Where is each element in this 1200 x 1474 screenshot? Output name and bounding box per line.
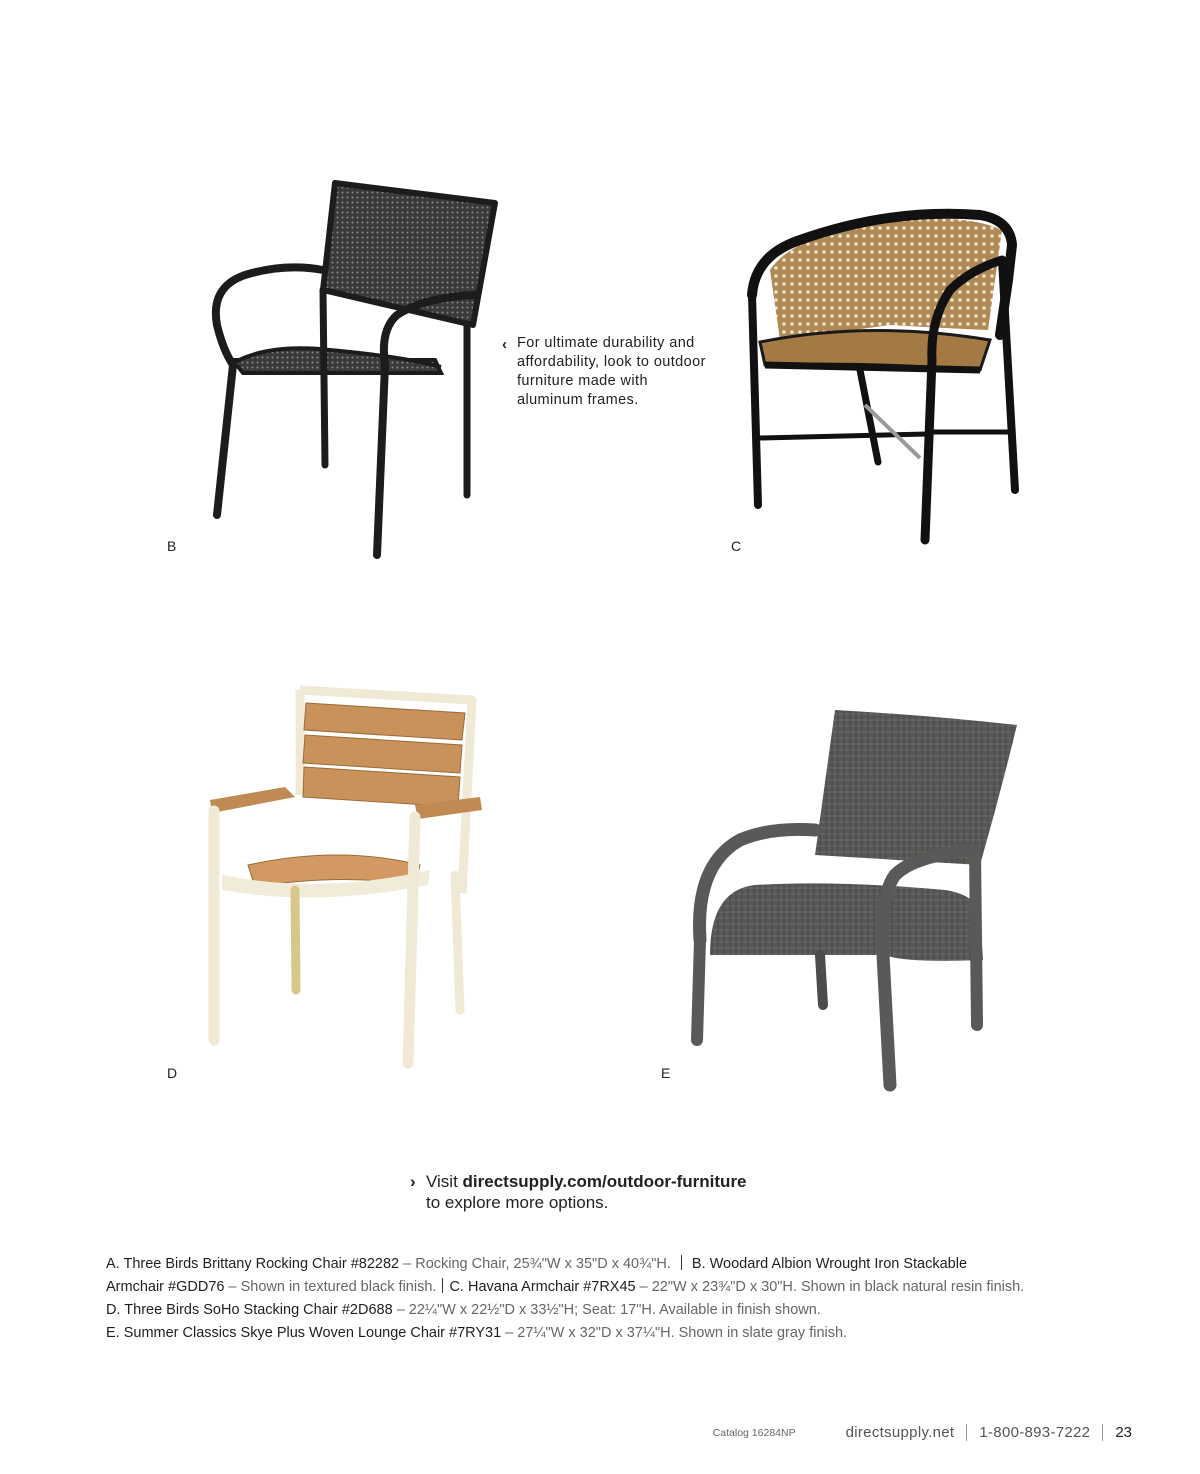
image-letter-b: B [167, 538, 177, 554]
catalog-number: Catalog 16284NP [712, 1426, 796, 1439]
caption-a-name: A. Three Birds Brittany Rocking Chair #82282 [106, 1256, 400, 1272]
caption-row [106, 1299, 1146, 1322]
image-letter-e: E [661, 1065, 671, 1081]
visit-prefix: Visit [426, 1172, 463, 1191]
caption-row [106, 1276, 1146, 1299]
caption-a-desc: – Rocking Chair, 25¾"W x 35"D x 40¾"H. [403, 1256, 671, 1272]
footer-website-link[interactable]: directsupply.net [845, 1424, 955, 1441]
caption-d-desc: – 22¼"W x 22½"D x 33½"H; Seat: 17"H. Available in finish shown. [396, 1302, 821, 1318]
caption-row [106, 1322, 1146, 1345]
product-image-d [200, 685, 490, 1070]
product-captions [106, 1253, 1146, 1345]
page-number: 23 [1115, 1424, 1132, 1441]
footer-divider [966, 1424, 967, 1441]
caption-row [106, 1253, 1146, 1276]
caption-b-name-cont: Armchair #GDD76 [106, 1279, 225, 1295]
caption-c-name: C. Havana Armchair #7RX45 [449, 1279, 636, 1295]
caption-d-name: D. Three Birds SoHo Stacking Chair #2D688 [106, 1302, 393, 1318]
caption-e-name: E. Summer Classics Skye Plus Woven Lounge Chair #7RY31 [106, 1325, 502, 1341]
image-letter-c: C [731, 538, 742, 554]
product-image-c [740, 200, 1020, 555]
chevron-left-icon: ‹ [502, 336, 508, 353]
footer-phone[interactable]: 1-800-893-7222 [979, 1424, 1091, 1441]
caption-c-desc: – 22"W x 23¾"D x 30"H. Shown in black natural resin finish. [639, 1279, 1025, 1295]
product-image-b [205, 175, 508, 565]
visit-suffix: to explore more options. [426, 1193, 609, 1212]
caption-divider [442, 1278, 443, 1293]
caption-divider [681, 1255, 682, 1270]
callout-text: For ultimate durability and affordability, look to outdoor furniture made with aluminum frames. [517, 335, 706, 408]
caption-e-desc: – 27¼"W x 32"D x 37¼"H. Shown in slate gray finish. [505, 1325, 848, 1341]
product-image-e [685, 705, 1025, 1095]
visit-website-callout [410, 1171, 747, 1213]
outdoor-furniture-link[interactable]: directsupply.com/outdoor-furniture [462, 1172, 747, 1191]
caption-b-desc: – Shown in textured black finish. [228, 1279, 437, 1295]
caption-b-name: B. Woodard Albion Wrought Iron Stackable [691, 1256, 968, 1272]
footer-divider [1102, 1424, 1103, 1441]
page-footer [713, 1424, 1132, 1441]
image-letter-d: D [167, 1065, 178, 1081]
durability-callout [502, 334, 712, 410]
chevron-right-icon: › [410, 1172, 416, 1191]
